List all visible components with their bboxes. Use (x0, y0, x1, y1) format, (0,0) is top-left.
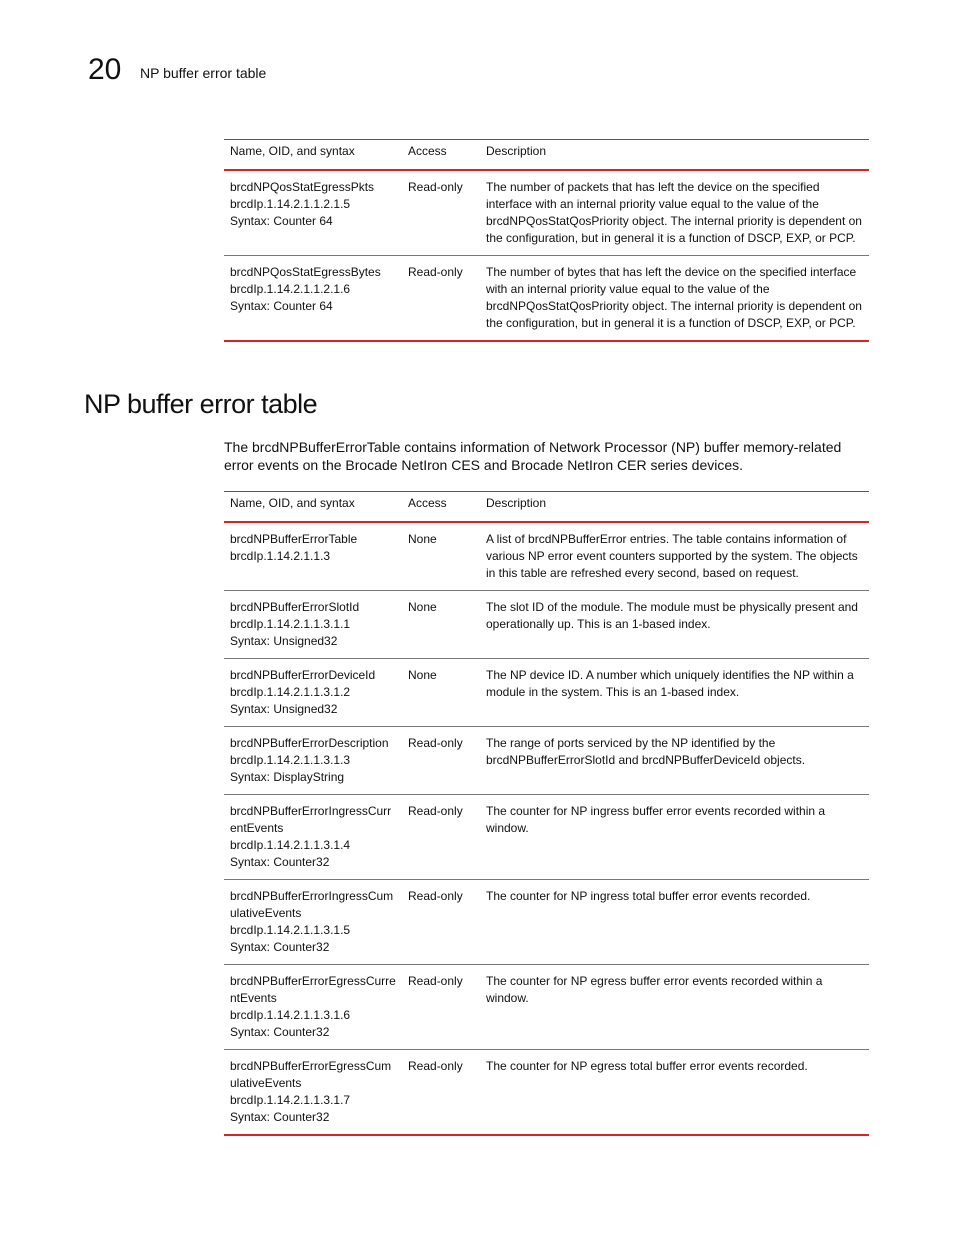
cell-name-oid-syntax (224, 170, 402, 256)
cell-name-oid-syntax (224, 591, 402, 659)
cell-description: The NP device ID. A number which uniquely identifies the NP within a module in the system. This is an 1-based index. (480, 659, 869, 727)
object-name: brcdNPBufferErrorIngressCumulativeEvents (230, 889, 394, 920)
cell-name-oid-syntax (224, 965, 402, 1050)
object-oid: brcdIp.1.14.2.1.1.3.1.3 (230, 753, 351, 767)
cell-name-oid-syntax (224, 256, 402, 342)
cell-description: The range of ports serviced by the NP identified by the brcdNPBufferErrorSlotId and brcdNPBufferDeviceId objects. (480, 727, 869, 795)
cell-name-oid-syntax (224, 880, 402, 965)
column-header-name: Name, OID, and syntax (224, 492, 402, 523)
object-syntax: Syntax: Unsigned32 (230, 702, 338, 716)
object-syntax: Syntax: Counter32 (230, 855, 330, 869)
cell-name-oid-syntax (224, 522, 402, 591)
table-header-row (224, 140, 869, 171)
object-oid: brcdIp.1.14.2.1.1.3.1.4 (230, 838, 351, 852)
table-row (224, 170, 869, 256)
np-buffer-error-table (224, 491, 869, 1136)
cell-access: Read-only (402, 1050, 480, 1136)
object-name: brcdNPBufferErrorTable (230, 532, 358, 546)
cell-access: None (402, 659, 480, 727)
object-syntax: Syntax: Unsigned32 (230, 634, 338, 648)
object-syntax: Syntax: Counter 64 (230, 299, 333, 313)
table-row (224, 591, 869, 659)
cell-access: Read-only (402, 256, 480, 342)
object-oid: brcdIp.1.14.2.1.1.3 (230, 549, 331, 563)
object-syntax: Syntax: DisplayString (230, 770, 345, 784)
qos-stat-table (224, 139, 869, 342)
object-name: brcdNPQosStatEgressBytes (230, 265, 381, 279)
object-oid: brcdIp.1.14.2.1.1.2.1.6 (230, 282, 351, 296)
object-syntax: Syntax: Counter32 (230, 940, 330, 954)
object-syntax: Syntax: Counter32 (230, 1110, 330, 1124)
object-name: brcdNPQosStatEgressPkts (230, 180, 375, 194)
cell-description: The counter for NP egress total buffer error events recorded. (480, 1050, 869, 1136)
table-row (224, 256, 869, 342)
object-syntax: Syntax: Counter 64 (230, 214, 333, 228)
chapter-number: 20 (88, 53, 122, 86)
object-name: brcdNPBufferErrorEgressCumulativeEvents (230, 1059, 392, 1090)
object-name: brcdNPBufferErrorSlotId (230, 600, 360, 614)
object-oid: brcdIp.1.14.2.1.1.3.1.1 (230, 617, 351, 631)
cell-name-oid-syntax (224, 1050, 402, 1136)
cell-name-oid-syntax (224, 727, 402, 795)
cell-name-oid-syntax (224, 659, 402, 727)
cell-access: Read-only (402, 727, 480, 795)
object-name: brcdNPBufferErrorIngressCurrentEvents (230, 804, 392, 835)
cell-access: Read-only (402, 965, 480, 1050)
cell-access: Read-only (402, 170, 480, 256)
cell-description: The number of packets that has left the device on the specified interface with an internal priority value equal to the value of the brcdNPQosStatQosPriority object. The internal priority is dependent on the configuration, but in general it is a function of DSCP, EXP, or PCP. (480, 170, 869, 256)
table-header-row (224, 492, 869, 523)
object-name: brcdNPBufferErrorDescription (230, 736, 389, 750)
table-row (224, 880, 869, 965)
cell-access: Read-only (402, 795, 480, 880)
cell-access: None (402, 591, 480, 659)
cell-access: None (402, 522, 480, 591)
column-header-name: Name, OID, and syntax (224, 140, 402, 171)
cell-description: The counter for NP egress buffer error events recorded within a window. (480, 965, 869, 1050)
running-header-title: NP buffer error table (140, 65, 267, 81)
object-oid: brcdIp.1.14.2.1.1.3.1.2 (230, 685, 351, 699)
section-title: NP buffer error table (84, 389, 318, 419)
table-row (224, 522, 869, 591)
table-row (224, 965, 869, 1050)
table-row (224, 727, 869, 795)
cell-description: The counter for NP ingress buffer error events recorded within a window. (480, 795, 869, 880)
column-header-access: Access (402, 140, 480, 171)
object-name: brcdNPBufferErrorDeviceId (230, 668, 376, 682)
object-syntax: Syntax: Counter32 (230, 1025, 330, 1039)
section-intro: The brcdNPBufferErrorTable contains information of Network Processor (NP) buffer memory-related error events on the Brocade NetIron CES and Brocade NetIron CER series devices. (224, 439, 842, 473)
object-oid: brcdIp.1.14.2.1.1.3.1.6 (230, 1008, 351, 1022)
cell-description: The number of bytes that has left the device on the specified interface with an internal priority value equal to the value of the brcdNPQosStatQosPriority object. The internal priority is dependent on the configuration, but in general it is a function of DSCP, EXP, or PCP. (480, 256, 869, 342)
table-row (224, 1050, 869, 1136)
column-header-access: Access (402, 492, 480, 523)
object-oid: brcdIp.1.14.2.1.1.3.1.7 (230, 1093, 351, 1107)
object-name: brcdNPBufferErrorEgressCurrentEvents (230, 974, 396, 1005)
column-header-description: Description (480, 140, 869, 171)
cell-description: The counter for NP ingress total buffer error events recorded. (480, 880, 869, 965)
object-oid: brcdIp.1.14.2.1.1.2.1.5 (230, 197, 351, 211)
cell-description: The slot ID of the module. The module must be physically present and operationally up. This is an 1-based index. (480, 591, 869, 659)
cell-description: A list of brcdNPBufferError entries. The table contains information of various NP error event counters supported by the system. The objects in this table are refreshed every second, based on request. (480, 522, 869, 591)
table-row (224, 795, 869, 880)
table-row (224, 659, 869, 727)
cell-access: Read-only (402, 880, 480, 965)
object-oid: brcdIp.1.14.2.1.1.3.1.5 (230, 923, 351, 937)
column-header-description: Description (480, 492, 869, 523)
cell-name-oid-syntax (224, 795, 402, 880)
